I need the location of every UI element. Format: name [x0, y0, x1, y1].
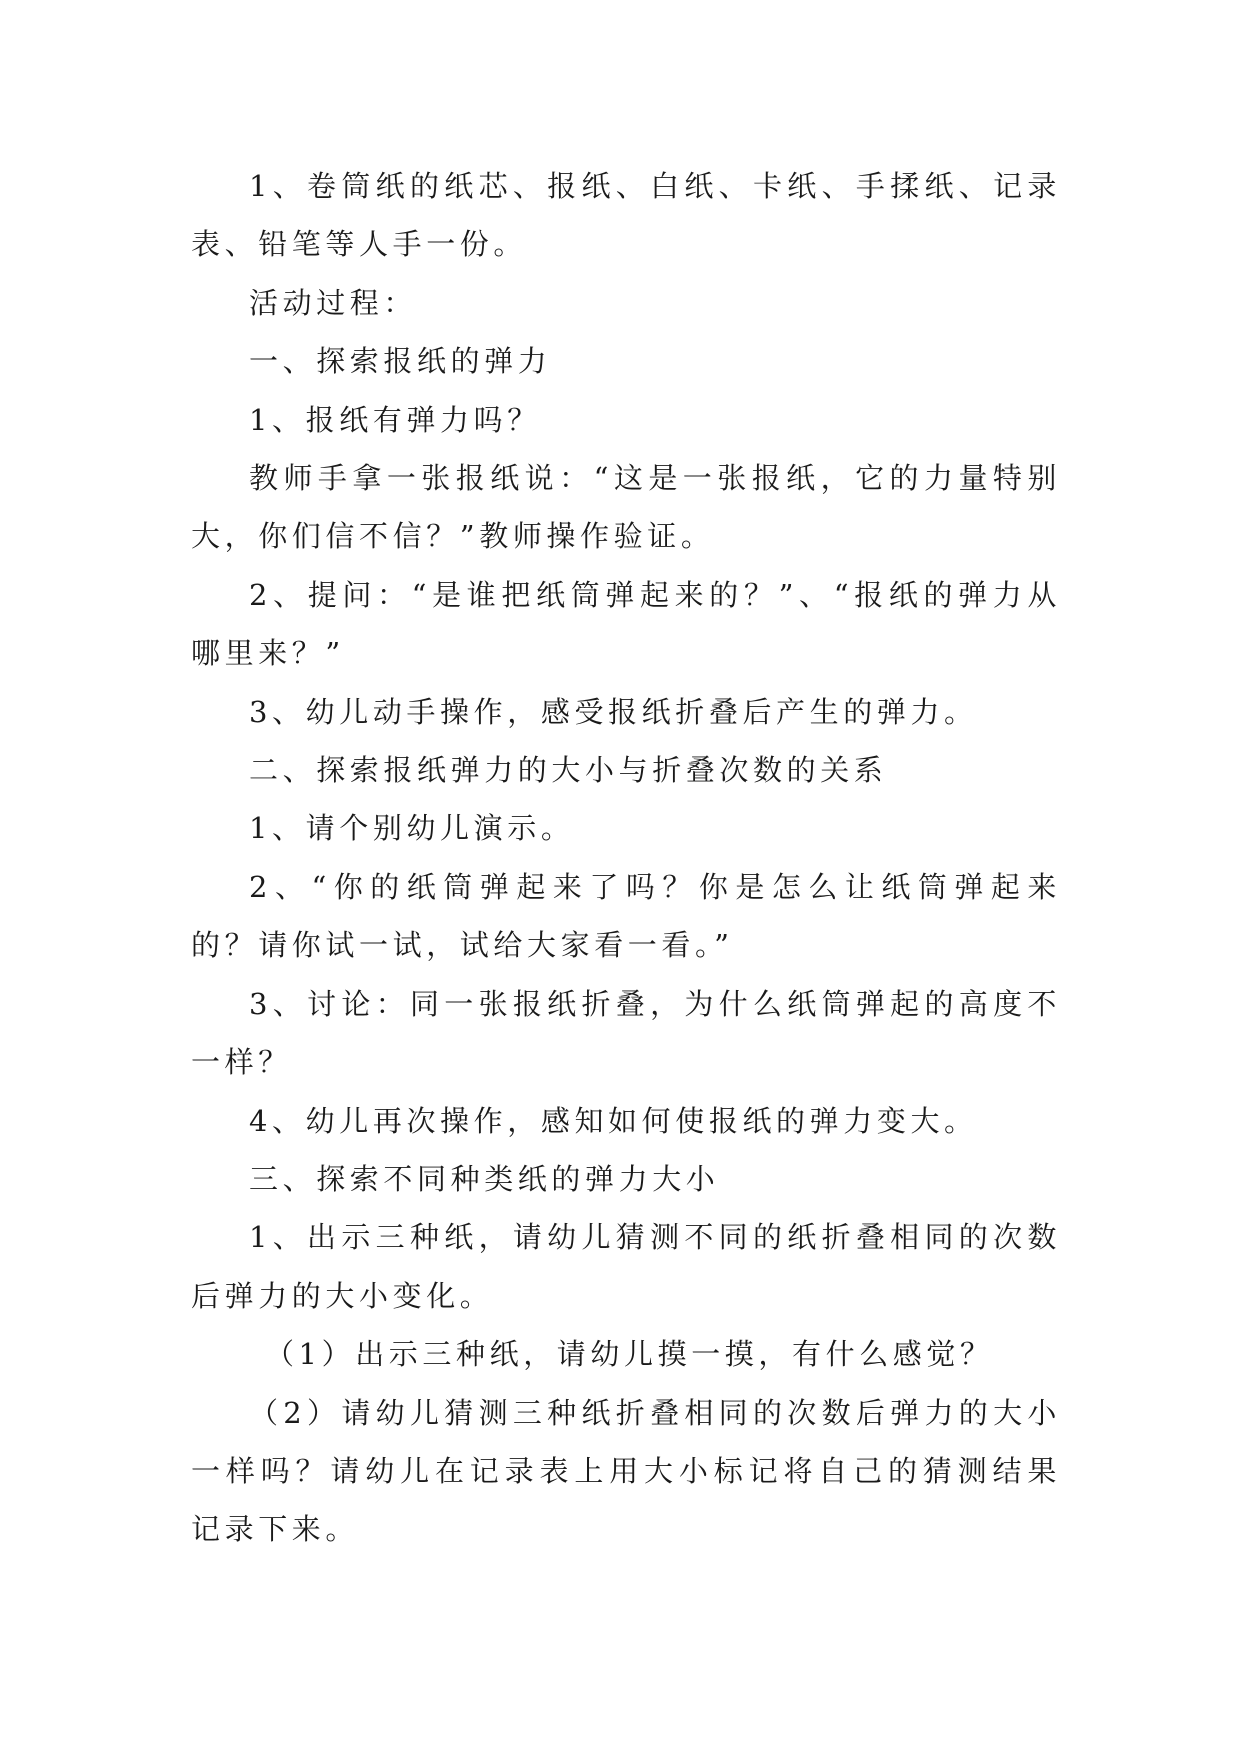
paragraph-materials: 1、卷筒纸的纸芯、报纸、白纸、卡纸、手揉纸、记录表、铅笔等人手一份。 — [191, 169, 1061, 262]
paragraph-2-4: 4、幼儿再次操作，感知如何使报纸的弹力变大。 — [249, 1103, 978, 1138]
section-heading-1: 一、探索报纸的弹力 — [249, 344, 552, 379]
paragraph-3-1-a: （1）出示三种纸，请幼儿摸一摸，有什么感觉？ — [264, 1337, 994, 1372]
paragraph-1-2: 2、提问：“是谁把纸筒弹起来的？”、“报纸的弹力从哪里来？” — [191, 577, 1061, 671]
paragraph-process-heading: 活动过程： — [249, 285, 418, 320]
paragraph-3-1: 1、出示三种纸，请幼儿猜测不同的纸折叠相同的次数后弹力的大小变化。 — [191, 1220, 1061, 1313]
paragraph-2-1: 1、请个别幼儿演示。 — [249, 811, 575, 846]
paragraph-3-1-b: （2）请幼儿猜测三种纸折叠相同的次数后弹力的大小一样吗？请幼儿在记录表上用大小标记将自己的猜测结果记录下来。 — [191, 1395, 1061, 1547]
document-body — [191, 157, 1061, 1559]
paragraph-1-3: 3、幼儿动手操作，感受报纸折叠后产生的弹力。 — [249, 694, 978, 729]
paragraph-1-1: 1、报纸有弹力吗？ — [249, 402, 541, 437]
paragraph-1-teacher: 教师手拿一张报纸说：“这是一张报纸，它的力量特别大，你们信不信？”教师操作验证。 — [191, 461, 1061, 554]
paragraph-2-3: 3、讨论：同一张报纸折叠，为什么纸筒弹起的高度不一样？ — [191, 986, 1061, 1080]
section-heading-3: 三、探索不同种类纸的弹力大小 — [249, 1161, 720, 1196]
section-heading-2: 二、探索报纸弹力的大小与折叠次数的关系 — [249, 753, 888, 788]
paragraph-2-2: 2、“你的纸筒弹起来了吗？你是怎么让纸筒弹起来的？请你试一试，试给大家看一看。” — [191, 869, 1061, 963]
